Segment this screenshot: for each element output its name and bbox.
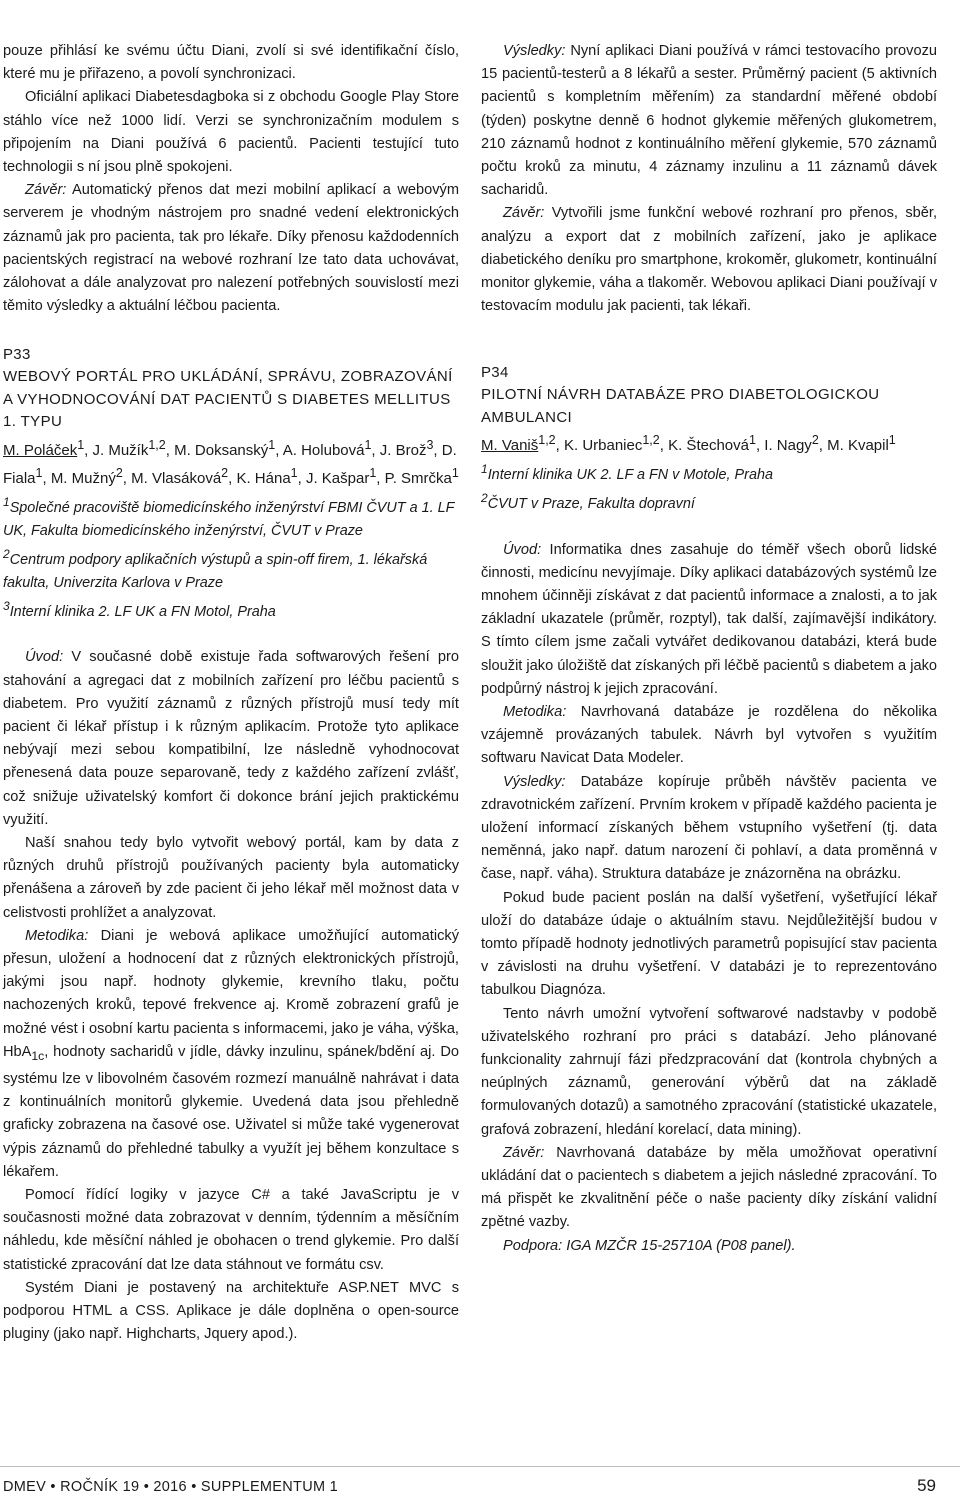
author-sup: 2	[811, 433, 819, 448]
affiliation-text: ČVUT v Praze, Fakulta dopravní	[487, 495, 695, 512]
methods-label: Metodika:	[25, 927, 89, 944]
page-number: 59	[917, 1476, 936, 1495]
author-name: M. Vlasáková	[131, 470, 222, 488]
abstract-title: PILOTNÍ NÁVRH DATABÁZE PRO DIABETOLOGICKOU AMBULANCI	[481, 386, 880, 426]
abstract-code: P33	[3, 346, 31, 364]
conclusion-label: Závěr:	[25, 182, 67, 199]
abstract-code: P34	[481, 364, 509, 382]
intro-label: Úvod:	[25, 649, 64, 666]
affiliation-text: Společné pracoviště biomedicínského inženýrství FBMI ČVUT a 1. LF UK, Fakulta biomedicínského inženýrství, ČVUT v Praze	[3, 499, 455, 539]
conclusion-text: Vytvořili jsme funkční webové rozhraní pro přenos, sběr, analýzu a export dat z mobilních zařízení, jako je aplikace diabetického deníku pro smartphone, krokoměr, glukometr, kontinuální monitor glykemie, váha a tlakoměr. Webovou aplikaci Diani používají v testovacím modulu jak pacienti, tak lékaři.	[481, 205, 937, 315]
affiliation-text: Interní klinika UK 2. LF a FN v Motole, Praha	[487, 466, 773, 483]
results-paragraph	[481, 771, 937, 887]
author-name: P. Smrčka	[384, 470, 452, 488]
continuation-paragraph-2: Oficiální aplikaci Diabetesdagboka si z obchodu Google Play Store stáhlo více než 1000 lidí. Verzi se synchronizačním modulem s připojením na Diani používá 6 pacientů. Pacienti testující tuto technologii s ní jsou plně spokojeni.	[3, 89, 459, 176]
author-name: K. Hána	[236, 470, 291, 488]
affiliation-num: 2	[481, 490, 488, 505]
author-name: M. Mužný	[50, 470, 116, 488]
author-sup: 1	[369, 466, 377, 481]
affiliation	[3, 595, 459, 624]
author-sup: 1	[451, 466, 459, 481]
affiliation-text: Centrum podpory aplikačních výstupů a spin-off firem, 1. lékařská fakulta, Univerzita Karlova v Praze	[3, 551, 428, 591]
author-sup: 2	[221, 466, 229, 481]
conclusion-text: Navrhovaná databáze by měla umožňovat operativní ukládání dat o pacientech s diabetem a jejich následné zpracování. To má přispět ke zkvalitnění péče o naše pacienty díky získání validní zpětné vazby.	[481, 1144, 937, 1231]
author-name: A. Holubová	[282, 441, 365, 459]
funding-note: Podpora: IGA MZČR 15-25710A (P08 panel).	[503, 1237, 796, 1254]
conclusion-label: Závěr:	[503, 205, 545, 222]
abstract-title: WEBOVÝ PORTÁL PRO UKLÁDÁNÍ, SPRÁVU, ZOBRAZOVÁNÍ A VYHODNOCOVÁNÍ DAT PACIENTŮ S DIABETES MELLITUS 1. TYPU	[3, 368, 453, 431]
conclusion-paragraph	[481, 202, 937, 318]
affiliation	[3, 543, 459, 595]
conclusion-label: Závěr:	[503, 1144, 545, 1161]
author-name: M. Doksanský	[174, 441, 269, 459]
journal-info: DMEV • ROČNÍK 19 • 2016 • SUPPLEMENTUM 1	[3, 1479, 339, 1495]
author-name: M. Poláček	[3, 441, 78, 459]
author-name: M. Vaniš	[481, 437, 539, 455]
body-paragraph: Naší snahou tedy bylo vytvořit webový portál, kam by data z různých druhů přístrojů používaných pacienty byla automaticky přenášena a zároveň by zde pacient či jeho lékař měl možnost data v celistvosti prohlížet a analyzovat.	[3, 834, 459, 921]
affiliation-num: 1	[481, 461, 488, 476]
author-name: M. Kvapil	[827, 437, 889, 455]
affiliation-text: Interní klinika 2. LF UK a FN Motol, Praha	[9, 603, 276, 620]
author-sup: 1	[35, 466, 43, 481]
author-list: M. Vaniš$^{1,2}$, K. Urbaniec$^{1,2}$, K. Štechová$^1$, I. Nagy$^2$, M. Kvapil$^1$	[481, 433, 896, 455]
results-text: Nyní aplikaci Diani používá v rámci testovacího provozu 15 pacientů-testerů a 8 lékařů a sester. Průměrný pacient (5 aktivních pacientů s kompletním měřením) za standardní měřené období (týden) poskytne denně 6 hodnot glykemie měřených glukometrem, 210 záznamů hodnot z kontinuálního měření glykemie, 570 záznamů počtu kroků za minutu, 4 záznamy inzulinu a 11 záznamů dávek sacharidů.	[481, 43, 937, 199]
body-paragraph: Pomocí řídící logiky v jazyce C# a také JavaScriptu je v současnosti možné data zobrazovat v denním, týdenním a měsíčním náhledu, kde měsíční náhled je obohacen o trend glykemie. Pro další statistické zpracování dat lze data stáhnout ve formátu csv.	[3, 1186, 459, 1273]
author-sup: 3	[426, 437, 434, 452]
author-sup: 1	[268, 437, 276, 452]
author-name: D. Fiala	[3, 441, 457, 488]
conclusion-paragraph	[481, 1142, 937, 1235]
author-sup: 1,2	[538, 433, 556, 448]
intro-label: Úvod:	[503, 541, 542, 558]
author-sup: 1	[364, 437, 372, 452]
author-sup: 1,2	[148, 437, 166, 452]
affiliation-num: 3	[3, 598, 10, 613]
author-name: K. Štechová	[668, 437, 749, 455]
left-column	[3, 40, 459, 1346]
affiliation	[481, 487, 937, 516]
conclusion-text: Automatický přenos dat mezi mobilní aplikací a webovým serverem je vhodným nástrojem pro snadné vedení elektronických záznamů jak pro pacienta, tak pro lékaře. Díky přenosu každodenních pacientských registrací na webové rozhraní lze tato data uchovávat, zálohovat a dále analyzovat pro nalezení potřebných souvislostí mezi těmito výsledky a aktuální léčbou pacienta.	[3, 182, 459, 315]
affiliation-num: 1	[3, 494, 10, 509]
methods-paragraph	[481, 701, 937, 771]
right-column	[481, 40, 937, 1258]
affiliation	[481, 458, 937, 487]
page-footer	[0, 1466, 960, 1497]
results-paragraph	[481, 40, 937, 202]
author-sup: 1	[888, 433, 896, 448]
author-sup: 1	[748, 433, 756, 448]
intro-paragraph	[3, 646, 459, 832]
affiliation-num: 2	[3, 546, 10, 561]
author-sup: 1,2	[642, 433, 660, 448]
intro-text: Informatika dnes zasahuje do téměř všech oborů lidské činnosti, medicínu nevyjímaje. Díky aplikaci databázových systémů lze mnohem účinněji získávat z dat pacientů informace a znalosti, a to jak základní ukazatele (průměr, rozptyl), tak další, zajímavější indikátory. S tímto cílem jsme začali vytvářet dedikovanou databázi, která bude sloužit jako úložiště dat získaných při léčbě pacientů s diabetem a jako podpůrný nástroj k jejich zpracování.	[481, 541, 937, 697]
affiliation	[3, 491, 459, 543]
methods-text: Diani je webová aplikace umožňující automatický přesun, uložení a hodnocení dat z různých elektronických přístrojů, jakými jsou např. hodnoty glykemie, krevního tlaku, počtu nachozených kroků, tepové frekvence aj. Kromě zobrazení grafů je možné vést i osobní kartu pacienta s informacemi, jako je váha, výška, HbA	[3, 927, 459, 1060]
results-label: Výsledky:	[503, 773, 566, 790]
conclusion-paragraph	[3, 179, 459, 318]
abstract-p33	[3, 344, 459, 1346]
author-sup: 2	[115, 466, 123, 481]
intro-paragraph	[481, 539, 937, 701]
body-paragraph: Systém Diani je postavený na architektuře ASP.NET MVC s podporou HTML a CSS. Aplikace je dále doplněna o open-source pluginy (jako např. Highcharts, Jquery apod.).	[3, 1279, 459, 1343]
methods-label: Metodika:	[503, 703, 567, 720]
results-text: Databáze kopíruje průběh návštěv pacienta ve zdravotnickém zařízení. Prvním krokem v případě každého pacienta je uložení informací získaných během vstupního vyšetření (tj. data neměnná, jako např. datum narození či pohlaví, a data proměnná v čase, např. váha). Struktura databáze je znázorněna na obrázku.	[481, 773, 937, 883]
author-sup: 1	[290, 466, 298, 481]
methods-paragraph	[3, 925, 459, 1184]
hba1c-subscript: 1c	[31, 1048, 45, 1063]
intro-text: V současné době existuje řada softwarových řešení pro stahování a agregaci dat z mobilních zařízení pro léčbu pacientů s diabetem. Pro využití záznamů z různých přístrojů musí tedy mít pacient či lékař přístup i k různým aplikacím. Protože tyto aplikace nebývají mezi sebou kompatibilní, lze následně vyhodnocovat přenesená data pouze separovaně, tedy z každého zařízení zvlášť, což snižuje uživatelský komfort či dokonce brání jejich praktickému využití.	[3, 649, 459, 828]
methods-text: Navrhovaná databáze je rozdělena do několika vzájemně provázaných tabulek. Návrh byl vytvořen s využitím softwaru Navicat Data Modeler.	[481, 703, 937, 767]
body-paragraph: Tento návrh umožní vytvoření softwarové nadstavby v podobě uživatelského rozhraní pro práci s databází. Jeho plánované funkcionality zahrnují fázi předzpracování dat (kontrola chybných a neúplných záznamů, generování výběrů dat na základě formulovaných dotazů) a samotného zpracování (statistické ukazatele, grafová zobrazení, hledání korelací, data mining).	[481, 1005, 937, 1138]
continuation-paragraph-1: pouze přihlásí ke svému účtu Diani, zvolí si své identifikační číslo, které mu je přiřazeno, a povolí synchronizaci.	[3, 43, 459, 83]
author-name: I. Nagy	[764, 437, 812, 455]
results-label: Výsledky:	[503, 43, 566, 59]
author-name: J. Mužík	[92, 441, 149, 459]
author-name: J. Brož	[379, 441, 427, 459]
body-paragraph: Pokud bude pacient poslán na další vyšetření, vyšetřující lékař uloží do databáze údaje o aktuálním stavu. Nejdůležitější budou v tomto případě hodnoty jednotlivých parametrů popisující stav pacienta v závislosti na druhu vyšetření. V databázi je to reprezentováno tabulkou Diagnóza.	[481, 889, 937, 999]
author-list: M. Poláček$^1$, J. Mužík$^{1,2}$, M. Doksanský$^1$, A. Holubová$^1$, J. Brož$^3$, D. Fiala$^1$, M. Mužný$^2$, M. Vlasáková$^2$, K. Hána$^1$, J. Kašpar$^1$, P. Smrčka$^1$	[3, 437, 459, 488]
abstract-p34	[481, 362, 937, 1257]
author-name: K. Urbaniec	[563, 437, 643, 455]
author-sup: 1	[77, 437, 85, 452]
author-name: J. Kašpar	[305, 470, 370, 488]
methods-text-cont: , hodnoty sacharidů v jídle, dávky inzulinu, spánek/bdění aj. Do systému lze v libovolném časovém rozmezí manuálně nahrávat i data z kontinuálních monitorů glykemie. Uvedená data jsou přehledně graficky zobrazena na časové ose. Uživatel si může také vygenerovat výpis záznamů do přehledné tabulky a využít jej během konzultace s lékařem.	[3, 1043, 459, 1180]
